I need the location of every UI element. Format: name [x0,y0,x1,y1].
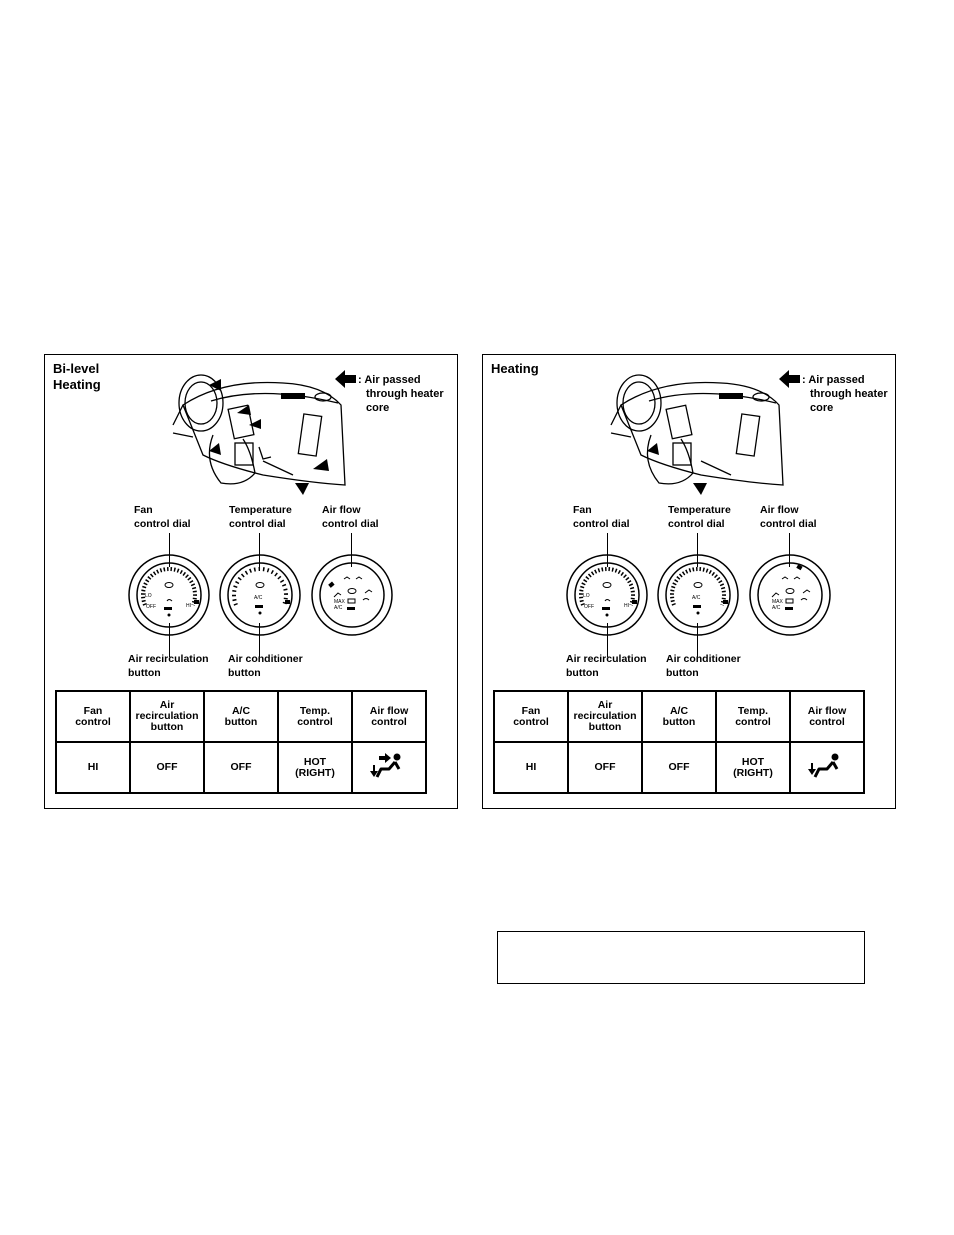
dashboard-illustration [601,365,791,500]
svg-text:OFF: OFF [584,604,594,610]
value-temp: HOT (RIGHT) [278,742,352,793]
svg-text:MAX: MAX [334,599,345,605]
fan-dial-label: Fan control dial [573,504,630,530]
header-air-recirculation: Air recirculation button [130,691,204,742]
header-airflow-control: Air flow control [790,691,864,742]
value-airflow [790,742,864,793]
temperature-control-dial[interactable] [656,553,740,637]
settings-table [493,690,865,794]
svg-text:A/C: A/C [334,605,343,611]
svg-text:OFF: OFF [146,604,156,610]
bi-level-heating-panel [44,354,458,809]
airflow-dial-label: Air flow control dial [322,504,379,530]
svg-text:A/C: A/C [692,595,701,601]
ac-button-label: Air conditioner button [666,653,741,679]
svg-text:A/C: A/C [254,595,263,601]
fan-dial-label: Fan control dial [134,504,191,530]
header-air-recirculation: Air recirculation button [568,691,642,742]
heater-air-arrow-icon [779,370,801,388]
note-box [497,931,865,984]
value-ac: OFF [204,742,278,793]
header-fan-control: Fan control [494,691,568,742]
heating-panel [482,354,896,809]
value-ac: OFF [642,742,716,793]
table-header-row [494,691,864,742]
value-airflow [352,742,426,793]
header-temp-control: Temp. control [716,691,790,742]
header-ac-button: A/C button [642,691,716,742]
panel-title: Heating [491,361,539,376]
legend-text: : Air passed through heater core [802,374,888,414]
bi-level-icon [369,751,409,781]
recirc-button-label: Air recirculation button [566,653,647,679]
header-airflow-control: Air flow control [352,691,426,742]
value-recirc: OFF [568,742,642,793]
value-recirc: OFF [130,742,204,793]
value-fan: HI [56,742,130,793]
ac-button-label: Air conditioner button [228,653,303,679]
svg-text:LO: LO [145,593,152,599]
table-value-row [56,742,426,793]
table-value-row [494,742,864,793]
header-ac-button: A/C button [204,691,278,742]
svg-text:A/C: A/C [772,605,781,611]
recirc-button-label: Air recirculation button [128,653,209,679]
airflow-control-dial[interactable] [310,553,394,637]
temperature-control-dial[interactable] [218,553,302,637]
heater-air-arrow-icon [335,370,357,388]
svg-text:HI: HI [624,603,629,609]
temp-dial-label: Temperature control dial [668,504,731,530]
svg-text:LO: LO [583,593,590,599]
svg-text:MAX: MAX [772,599,783,605]
airflow-control-dial[interactable] [748,553,832,637]
header-fan-control: Fan control [56,691,130,742]
svg-text:HI: HI [186,603,191,609]
temp-dial-label: Temperature control dial [229,504,292,530]
value-fan: HI [494,742,568,793]
panel-title: Bi-level Heating [53,361,101,392]
dashboard-illustration [163,365,353,500]
table-header-row [56,691,426,742]
value-temp: HOT (RIGHT) [716,742,790,793]
legend-text: : Air passed through heater core [358,374,444,414]
foot-icon [807,751,847,781]
airflow-dial-label: Air flow control dial [760,504,817,530]
header-temp-control: Temp. control [278,691,352,742]
settings-table [55,690,427,794]
